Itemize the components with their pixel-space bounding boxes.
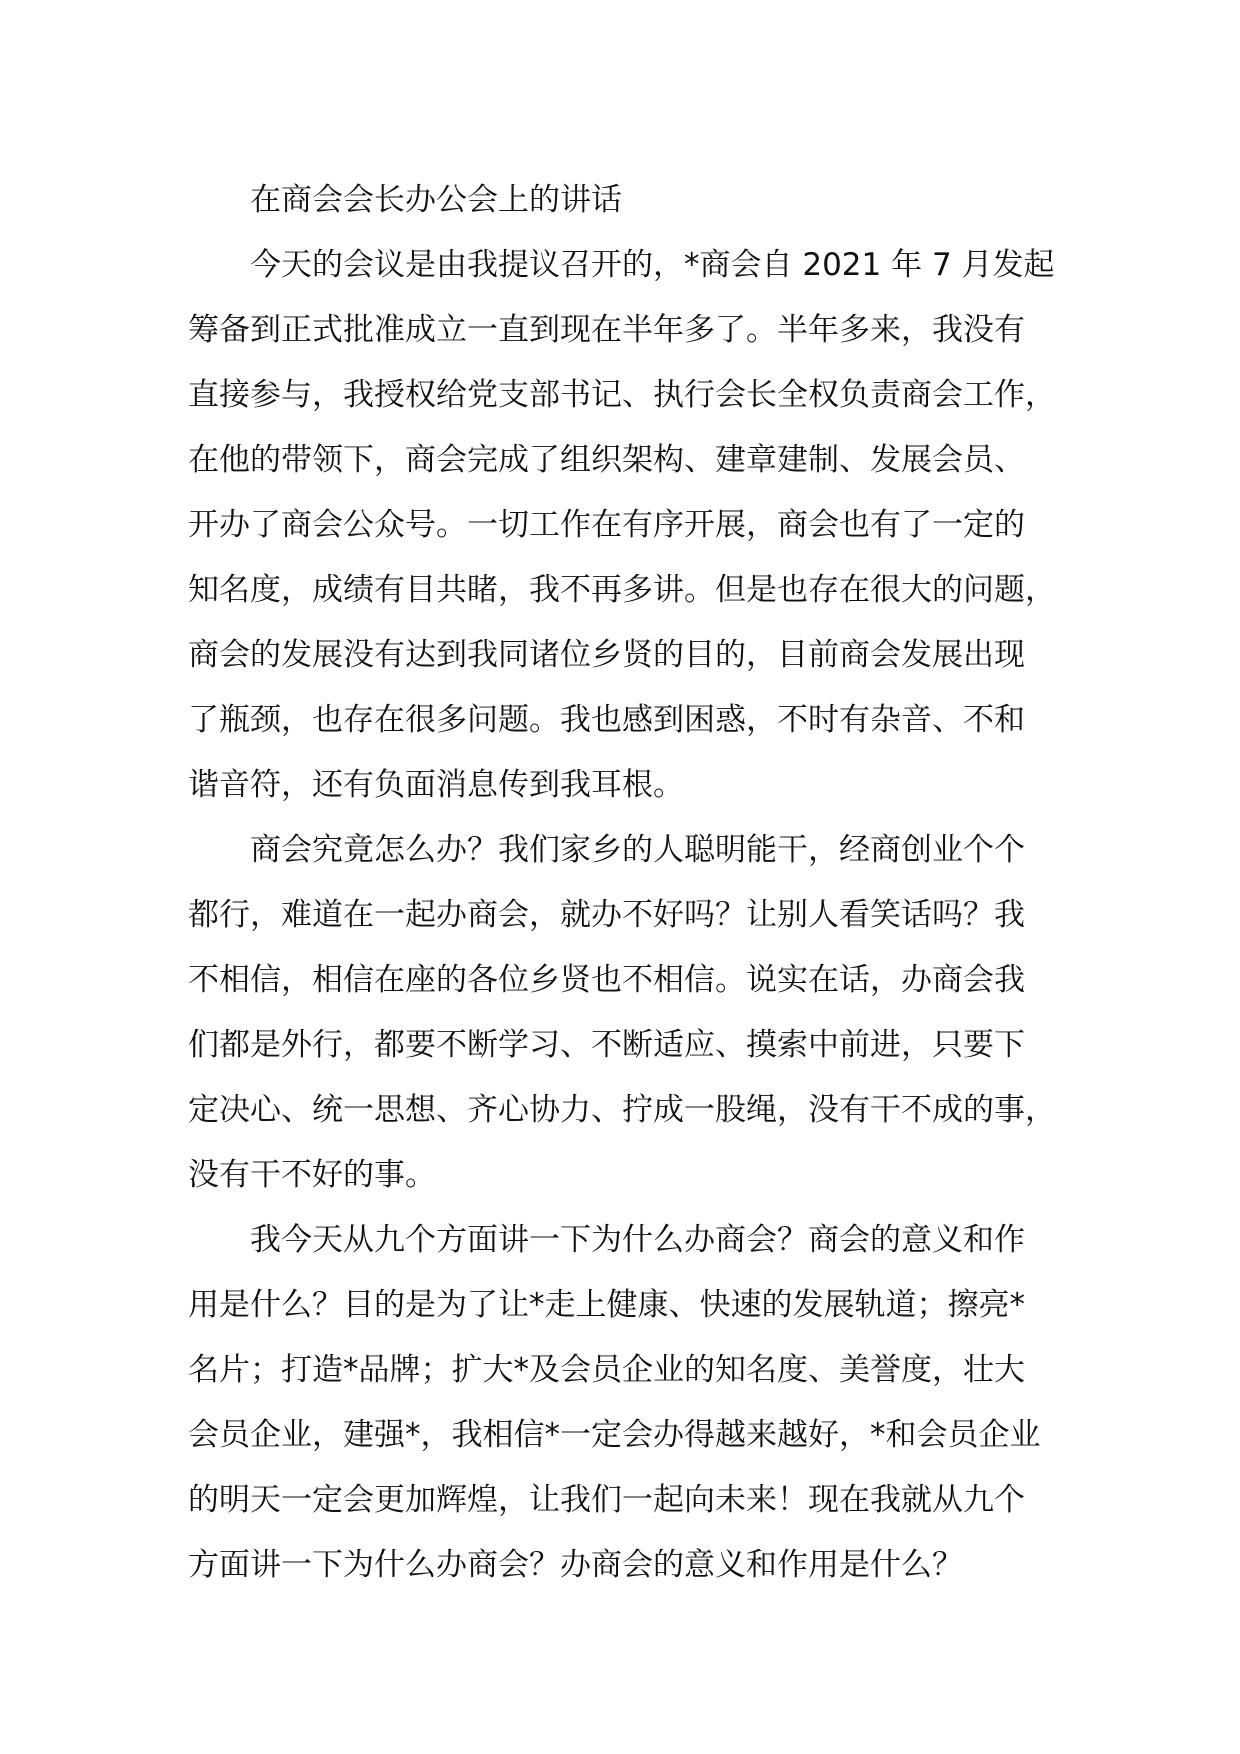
paragraph-line: 知名度，成绩有目共睹，我不再多讲。但是也存在很大的问题，	[188, 572, 1056, 608]
paragraph-1	[188, 233, 1056, 818]
paragraph-line: 谐音符，还有负面消息传到我耳根。	[188, 767, 684, 803]
paragraph-line: 不相信，相信在座的各位乡贤也不相信。说实在话，办商会我	[188, 962, 1025, 998]
paragraph-line: 都行，难道在一起办商会，就办不好吗？让别人看笑话吗？我	[188, 897, 1025, 933]
paragraph-line: 方面讲一下为什么办商会？办商会的意义和作用是什么？	[188, 1547, 963, 1583]
paragraph-line: 会员企业，建强*，我相信*一定会办得越来越好，*和会员企业	[188, 1417, 1041, 1453]
paragraph-line: 在他的带领下，商会完成了组织架构、建章建制、发展会员、	[188, 442, 1025, 478]
paragraph-line: 筹备到正式批准成立一直到现在半年多了。半年多来，我没有	[188, 312, 1025, 348]
paragraph-line: 商会究竟怎么办？我们家乡的人聪明能干，经商创业个个	[250, 832, 1025, 868]
document-body	[188, 168, 1056, 1598]
paragraph-line: 名片；打造*品牌；扩大*及会员企业的知名度、美誉度，壮大	[188, 1352, 1025, 1388]
paragraph-line: 用是什么？目的是为了让*走上健康、快速的发展轨道；擦亮*	[188, 1287, 1025, 1323]
document-title: 在商会会长办公会上的讲话	[250, 182, 622, 218]
paragraph-line: 开办了商会公众号。一切工作在有序开展，商会也有了一定的	[188, 507, 1025, 543]
paragraph-line: 的明天一定会更加辉煌，让我们一起向未来！现在我就从九个	[188, 1482, 1025, 1518]
paragraph-line: 直接参与，我授权给党支部书记、执行会长全权负责商会工作，	[188, 377, 1056, 413]
paragraph-3	[188, 1208, 1056, 1598]
paragraph-line: 了瓶颈，也存在很多问题。我也感到困惑，不时有杂音、不和	[188, 702, 1025, 738]
paragraph-line: 商会的发展没有达到我同诸位乡贤的目的，目前商会发展出现	[188, 637, 1025, 673]
paragraph-line: 今天的会议是由我提议召开的，*商会自 2021 年 7 月发起	[250, 247, 1055, 283]
paragraph-line: 没有干不好的事。	[188, 1157, 436, 1193]
paragraph-2	[188, 818, 1056, 1208]
paragraph-line: 们都是外行，都要不断学习、不断适应、摸索中前进，只要下	[188, 1027, 1025, 1063]
paragraph-line: 定决心、统一思想、齐心协力、拧成一股绳，没有干不成的事，	[188, 1092, 1056, 1128]
paragraph-line: 我今天从九个方面讲一下为什么办商会？商会的意义和作	[250, 1222, 1025, 1258]
